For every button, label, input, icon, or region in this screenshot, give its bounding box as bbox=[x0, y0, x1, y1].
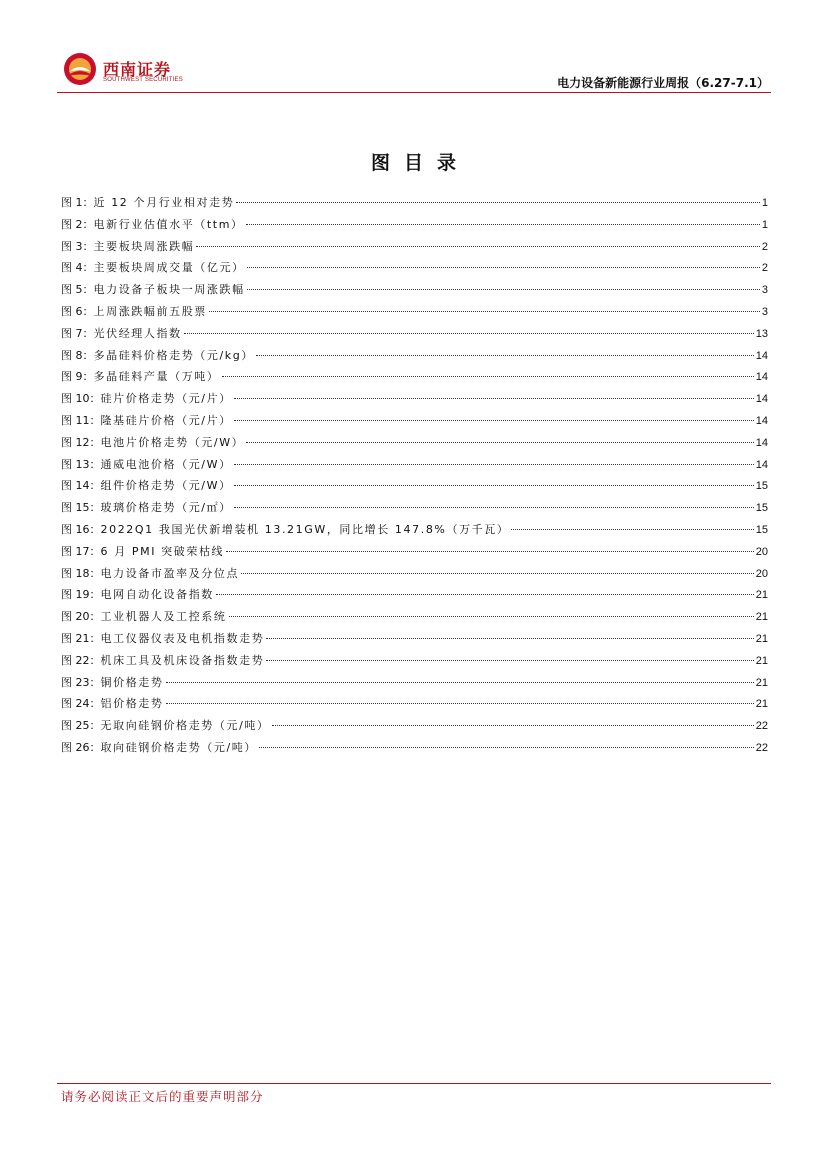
toc-entry-page: 1 bbox=[761, 197, 768, 209]
report-title: 电力设备新能源行业周报（6.27-7.1） bbox=[557, 76, 769, 90]
toc-dot-leader bbox=[234, 464, 754, 465]
toc-entry[interactable] bbox=[61, 257, 768, 279]
toc-entry-number: 图 5： bbox=[61, 283, 94, 297]
toc-entry-page: 21 bbox=[755, 589, 768, 602]
toc-entry[interactable] bbox=[61, 432, 768, 454]
figure-table-of-contents bbox=[61, 192, 768, 759]
toc-dot-leader bbox=[256, 355, 754, 356]
toc-entry-number: 图 13： bbox=[61, 457, 101, 471]
toc-entry-title: 近 12 个月行业相对走势 bbox=[93, 196, 235, 209]
toc-dot-leader bbox=[246, 224, 760, 225]
toc-entry-page: 21 bbox=[755, 632, 768, 645]
toc-entry[interactable] bbox=[61, 563, 768, 585]
toc-dot-leader bbox=[209, 311, 760, 312]
toc-entry[interactable] bbox=[61, 388, 768, 410]
toc-entry-number: 图 4： bbox=[61, 261, 94, 275]
toc-entry-title: 多晶硅料价格走势（元/kg） bbox=[93, 348, 254, 362]
toc-entry-title: 电池片价格走势（元/W） bbox=[100, 435, 245, 449]
toc-dot-leader bbox=[229, 616, 754, 617]
toc-dot-leader bbox=[216, 594, 754, 595]
toc-entry-number: 图 10： bbox=[61, 392, 101, 406]
toc-entry-title: 玻璃价格走势（元/㎡） bbox=[100, 501, 232, 515]
toc-entry[interactable] bbox=[61, 279, 768, 301]
toc-entry-title: 硅片价格走势（元/片） bbox=[100, 392, 232, 406]
toc-title: 图目录 bbox=[370, 152, 470, 174]
toc-entry-page: 15 bbox=[755, 502, 768, 515]
toc-entry[interactable] bbox=[61, 236, 768, 258]
toc-entry-title: 电新行业估值水平（ttm） bbox=[93, 217, 244, 231]
toc-entry-number: 图 21： bbox=[61, 631, 101, 645]
toc-entry-page: 14 bbox=[755, 349, 768, 362]
header-divider bbox=[57, 92, 771, 93]
toc-entry[interactable] bbox=[61, 301, 768, 323]
toc-entry-page: 20 bbox=[755, 567, 768, 580]
toc-entry-title: 电工仪器仪表及电机指数走势 bbox=[100, 631, 265, 645]
toc-entry-page: 21 bbox=[755, 676, 768, 689]
toc-entry[interactable] bbox=[61, 541, 768, 563]
toc-entry-title: 电力设备子板块一周涨跌幅 bbox=[93, 283, 245, 297]
toc-entry-title: 通威电池价格（元/W） bbox=[100, 457, 232, 471]
toc-entry-number: 图 15： bbox=[61, 501, 101, 515]
toc-entry-title: 光伏经理人指数 bbox=[93, 326, 182, 340]
toc-entry-page: 22 bbox=[755, 720, 768, 733]
toc-entry-title: 铜价格走势 bbox=[100, 675, 164, 689]
toc-entry[interactable] bbox=[61, 693, 768, 715]
toc-entry-title: 机床工具及机床设备指数走势 bbox=[100, 653, 265, 667]
toc-entry-title: 2022Q1 我国光伏新增装机 13.21GW，同比增长 147.8%（万千瓦） bbox=[100, 522, 510, 536]
toc-entry-page: 22 bbox=[755, 741, 768, 754]
toc-entry-number: 图 23： bbox=[61, 675, 101, 689]
toc-entry[interactable] bbox=[61, 475, 768, 497]
toc-dot-leader bbox=[236, 202, 760, 203]
toc-entry[interactable] bbox=[61, 628, 768, 650]
toc-entry-page: 14 bbox=[755, 436, 768, 449]
toc-dot-leader bbox=[266, 638, 753, 639]
toc-entry-page: 3 bbox=[761, 284, 768, 297]
toc-entry-number: 图 25： bbox=[61, 719, 101, 733]
toc-entry-title: 主要板块周涨跌幅 bbox=[93, 239, 195, 253]
toc-entry[interactable] bbox=[61, 345, 768, 367]
toc-entry[interactable] bbox=[61, 715, 768, 737]
toc-entry-title: 电力设备市盈率及分位点 bbox=[100, 566, 240, 580]
toc-entry[interactable] bbox=[61, 454, 768, 476]
toc-dot-leader bbox=[266, 660, 753, 661]
toc-entry-number: 图 24： bbox=[61, 697, 101, 711]
toc-entry-page: 14 bbox=[755, 393, 768, 406]
toc-entry-title: 工业机器人及工控系统 bbox=[100, 610, 227, 624]
footer-disclaimer: 请务必阅读正文后的重要声明部分 bbox=[61, 1089, 264, 1104]
toc-entry-title: 主要板块周成交量（亿元） bbox=[93, 261, 245, 275]
toc-dot-leader bbox=[247, 267, 760, 268]
toc-dot-leader bbox=[259, 747, 754, 748]
toc-dot-leader bbox=[166, 682, 754, 683]
toc-entry[interactable] bbox=[61, 410, 768, 432]
toc-dot-leader bbox=[234, 420, 754, 421]
toc-entry-number: 图 20： bbox=[61, 610, 101, 624]
toc-entry[interactable] bbox=[61, 737, 768, 759]
toc-entry-page: 3 bbox=[761, 305, 768, 318]
toc-dot-leader bbox=[234, 485, 754, 486]
toc-entry-number: 图 11： bbox=[61, 413, 101, 427]
toc-dot-leader bbox=[184, 333, 754, 334]
toc-entry[interactable] bbox=[61, 497, 768, 519]
toc-entry[interactable] bbox=[61, 606, 768, 628]
toc-entry-number: 图 14： bbox=[61, 479, 101, 493]
toc-entry[interactable] bbox=[61, 366, 768, 388]
southwest-securities-logo-icon bbox=[63, 52, 97, 86]
toc-entry[interactable] bbox=[61, 214, 768, 236]
toc-entry[interactable] bbox=[61, 323, 768, 345]
toc-entry-page: 14 bbox=[755, 458, 768, 471]
toc-entry-page: 14 bbox=[755, 414, 768, 427]
toc-entry-number: 图 6： bbox=[61, 304, 94, 318]
toc-entry-number: 图 1： bbox=[61, 196, 94, 209]
toc-entry[interactable] bbox=[61, 192, 768, 214]
toc-dot-leader bbox=[272, 725, 754, 726]
toc-entry-page: 15 bbox=[755, 480, 768, 493]
toc-entry-page: 2 bbox=[761, 262, 768, 275]
toc-entry-number: 图 3： bbox=[61, 239, 94, 253]
toc-dot-leader bbox=[234, 507, 754, 508]
toc-dot-leader bbox=[222, 376, 754, 377]
toc-entry-page: 21 bbox=[755, 698, 768, 711]
toc-entry-page: 20 bbox=[755, 545, 768, 558]
toc-dot-leader bbox=[247, 289, 760, 290]
logo-english-name: SOUTHWEST SECURITIES bbox=[103, 77, 183, 83]
logo-chinese-name: 西南证券 bbox=[103, 60, 172, 79]
toc-entry-title: 隆基硅片价格（元/片） bbox=[100, 413, 232, 427]
toc-entry-title: 取向硅钢价格走势（元/吨） bbox=[100, 740, 258, 754]
toc-entry-number: 图 12： bbox=[61, 435, 101, 449]
toc-dot-leader bbox=[166, 703, 754, 704]
toc-entry[interactable] bbox=[61, 519, 768, 541]
toc-entry-page: 14 bbox=[755, 371, 768, 384]
toc-dot-leader bbox=[241, 573, 754, 574]
toc-entry-number: 图 7： bbox=[61, 326, 94, 340]
toc-entry-number: 图 19： bbox=[61, 588, 101, 602]
toc-entry-number: 图 18： bbox=[61, 566, 101, 580]
toc-entry[interactable] bbox=[61, 584, 768, 606]
toc-entry-number: 图 8： bbox=[61, 348, 94, 362]
toc-entry-number: 图 2： bbox=[61, 217, 94, 231]
toc-dot-leader bbox=[511, 529, 753, 530]
toc-entry-title: 铝价格走势 bbox=[100, 697, 164, 711]
toc-entry-title: 电网自动化设备指数 bbox=[100, 588, 214, 602]
toc-dot-leader bbox=[226, 551, 754, 552]
toc-dot-leader bbox=[246, 442, 753, 443]
toc-entry-number: 图 16： bbox=[61, 522, 101, 536]
toc-entry-page: 21 bbox=[755, 611, 768, 624]
toc-entry-page: 15 bbox=[755, 523, 768, 536]
toc-entry-page: 13 bbox=[755, 327, 768, 340]
toc-dot-leader bbox=[234, 398, 754, 399]
toc-entry[interactable] bbox=[61, 672, 768, 694]
toc-entry-title: 组件价格走势（元/W） bbox=[100, 479, 232, 493]
toc-entry-page: 21 bbox=[755, 654, 768, 667]
toc-entry-title: 多晶硅料产量（万吨） bbox=[93, 370, 220, 384]
toc-entry-title: 无取向硅钢价格走势（元/吨） bbox=[100, 719, 270, 733]
toc-entry-number: 图 9： bbox=[61, 370, 94, 384]
toc-entry-number: 图 26： bbox=[61, 740, 101, 754]
toc-entry-page: 1 bbox=[761, 218, 768, 231]
toc-entry-title: 上周涨跌幅前五股票 bbox=[93, 304, 207, 318]
footer-divider bbox=[57, 1083, 771, 1084]
toc-entry-number: 图 17： bbox=[61, 544, 101, 558]
toc-entry-title: 6 月 PMI 突破荣枯线 bbox=[100, 544, 225, 558]
toc-entry-page: 2 bbox=[761, 240, 768, 253]
toc-entry[interactable] bbox=[61, 650, 768, 672]
toc-entry-number: 图 22： bbox=[61, 653, 101, 667]
page-header bbox=[57, 48, 771, 94]
toc-dot-leader bbox=[196, 246, 760, 247]
